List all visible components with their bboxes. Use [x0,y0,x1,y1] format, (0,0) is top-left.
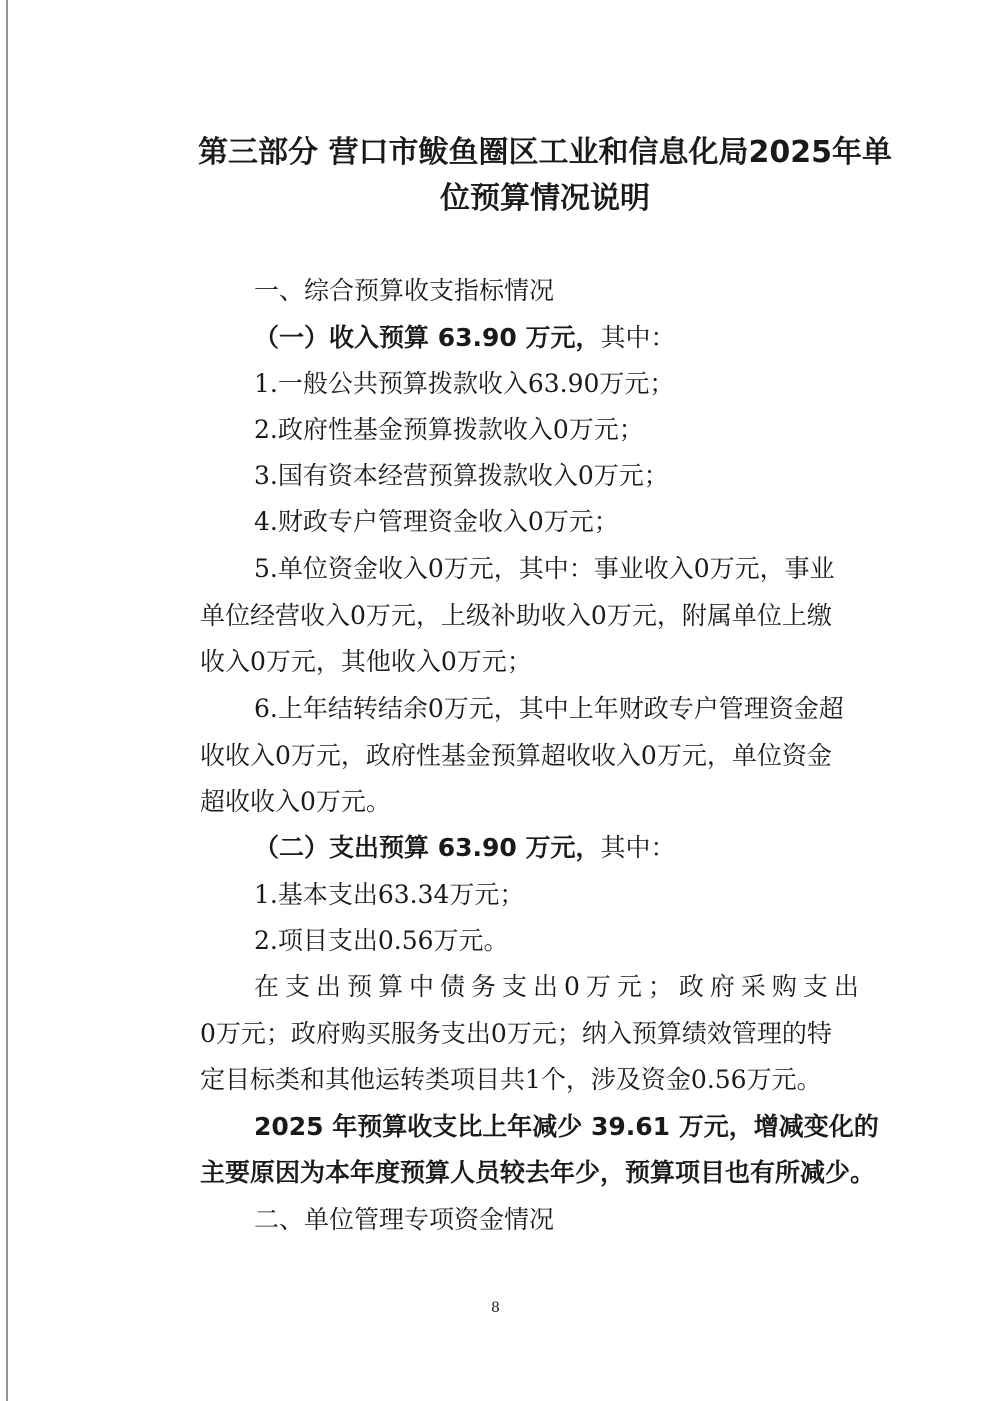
income-item-5-line-1: 5.单位资金收入0万元，其中：事业收入0万元，事业 [254,554,835,583]
income-item-2: 2.政府性基金预算拨款收入0万元； [254,415,644,444]
income-item-6-line-1: 6.上年结转结余0万元，其中上年财政专户管理资金超 [254,694,844,723]
expense-heading [254,832,676,864]
income-item-6-line-3: 超收收入0万元。 [200,787,391,816]
expense-heading-rest: 其中： [600,833,676,862]
document-title-line-1: 第三部分 营口市鲅鱼圈区工业和信息化局2025年单 [198,135,892,170]
income-item-4: 4.财政专户管理资金收入0万元； [254,507,619,536]
expense-item-1: 1.基本支出63.34万元； [254,880,525,909]
change-line-2: 主要原因为本年度预算人员较去年少，预算项目也有所减少。 [200,1158,876,1187]
income-item-1: 1.一般公共预算拨款收入63.90万元； [254,369,675,398]
document-title-line-2: 位预算情况说明 [440,181,650,216]
income-item-3: 3.国有资本经营预算拨款收入0万元； [254,461,669,490]
income-heading [254,322,676,354]
income-heading-rest: 其中： [600,323,676,352]
income-item-5-line-2: 单位经营收入0万元，上级补助收入0万元，附属单位上缴 [200,601,832,630]
income-heading-bold: （一）收入预算 63.90 万元， [254,323,601,352]
income-item-5-line-3: 收入0万元，其他收入0万元； [200,647,532,676]
change-line-1: 2025 年预算收支比上年减少 39.61 万元，增减变化的 [254,1112,879,1141]
income-item-6-line-2: 收收入0万元，政府性基金预算超收收入0万元，单位资金 [200,741,832,770]
expense-heading-bold: （二）支出预算 63.90 万元， [254,833,601,862]
expense-detail-line-2: 0万元；政府购买服务支出0万元；纳入预算绩效管理的特 [200,1019,832,1048]
scan-edge-line [6,0,8,1401]
expense-detail-line-3: 定目标类和其他运转类项目共1个，涉及资金0.56万元。 [200,1065,822,1094]
page-number: 8 [491,1300,500,1316]
section-2-heading: 二、单位管理专项资金情况 [254,1205,555,1234]
expense-item-2: 2.项目支出0.56万元。 [254,926,509,955]
expense-detail-line-1: 在支出预算中债务支出0万元；政府采购支出 [254,972,865,1001]
section-1-heading: 一、综合预算收支指标情况 [254,276,555,305]
